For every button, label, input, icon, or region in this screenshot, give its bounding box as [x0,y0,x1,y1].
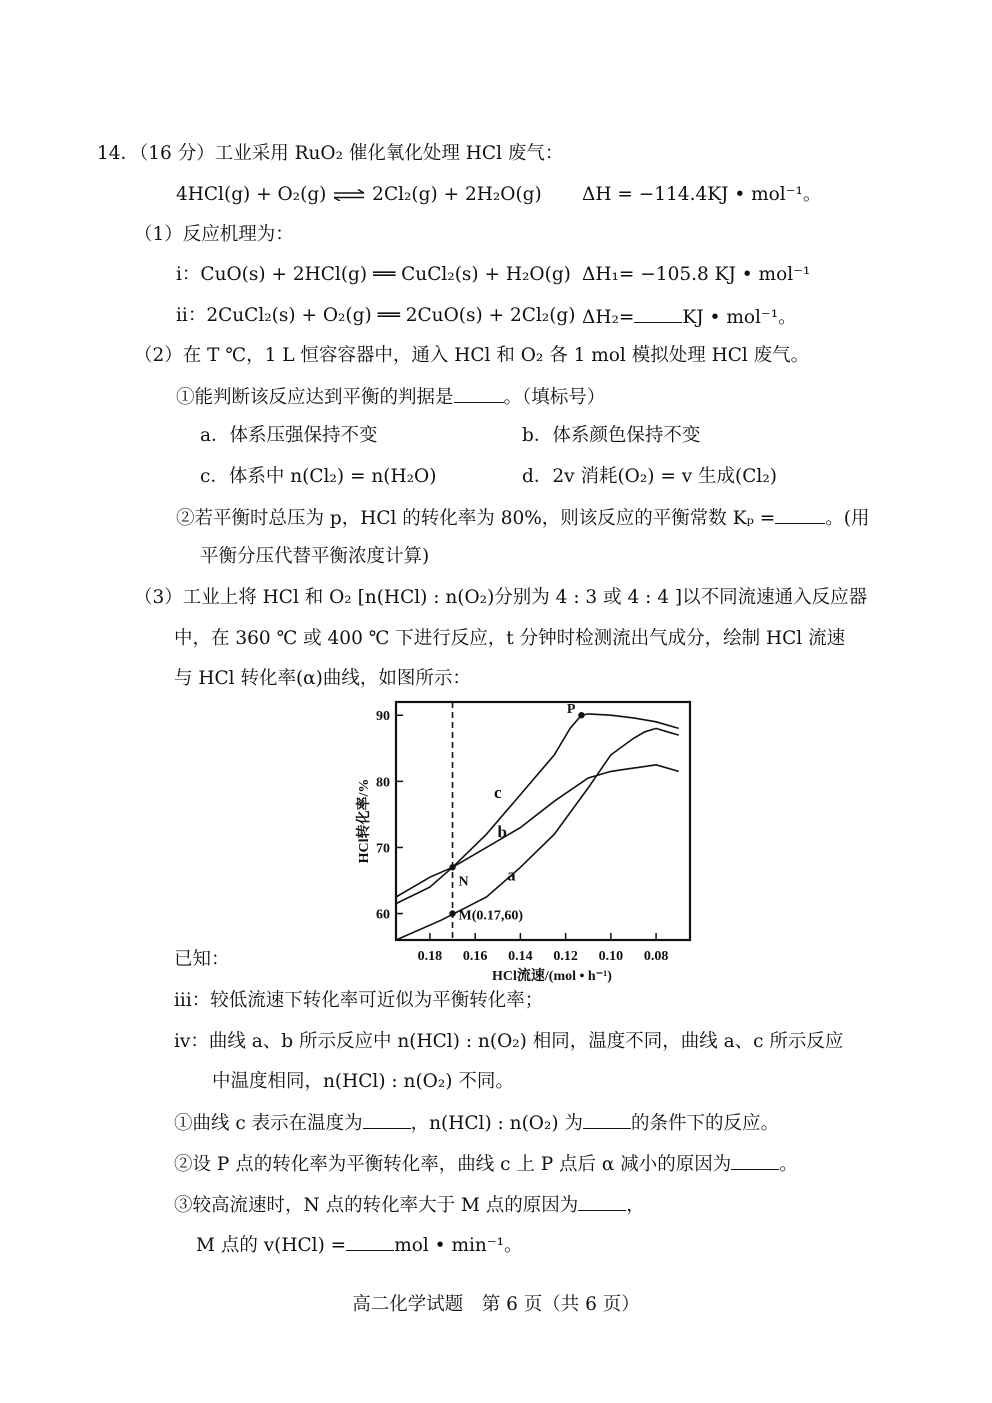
part3-line2: 中，在 360 ℃ 或 400 ℃ 下进行反应，t 分钟时检测流出气成分，绘制 HCl 流速 [174,628,846,649]
part2-q2-suffix: 。(用 [825,508,870,529]
x-tick-label: 0.10 [598,949,624,964]
part3-line3: 与 HCl 转化率(α)曲线，如图所示： [174,668,471,689]
step-i-dh: ΔH₁= −105.8 KJ • mol⁻¹ [582,264,811,285]
point-label: P [566,702,576,718]
x-tick-label: 0.08 [643,949,669,964]
part3-q1-text-a: ①曲线 c 表示在温度为 [174,1113,363,1134]
main-equation [176,183,542,207]
part3-q2-text: ②设 P 点的转化率为平衡转化率，曲线 c 上 P 点后 α 减小的原因为 [174,1154,732,1175]
part3-q2-suffix: 。 [779,1154,798,1175]
part3-q3-text: ③较高流速时，N 点的转化率大于 M 点的原因为 [174,1195,579,1216]
answer-blank-reason-p[interactable] [731,1151,779,1170]
x-tick-label: 0.14 [508,949,533,964]
main-eq-rhs: 2Cl₂(g) + 2H₂O(g) [372,184,542,205]
known-iv-line2: 中温度相同，n(HCl) : n(O₂) 不同。 [212,1071,514,1092]
chart-point [449,910,455,916]
step-ii-dh-label: ΔH₂= [582,307,635,328]
chart-xlabel: HCl流速/(mol • h⁻¹) [492,969,612,984]
part3-q1-text-c: 的条件下的反应。 [631,1113,780,1134]
part3-q1-text-b: ，n(HCl) : n(O₂) 为 [410,1113,583,1134]
answer-blank-kp[interactable] [775,505,825,524]
option-d: d．2v 消耗(O₂) = v 生成(Cl₂) [522,466,777,487]
answer-blank-reason-nm[interactable] [578,1192,626,1211]
chart-point [449,864,455,870]
y-tick-label: 70 [376,841,390,857]
y-tick-label: 90 [376,709,390,725]
part3-q3-suffix: ， [626,1195,645,1216]
option-c: c．体系中 n(Cl₂) = n(H₂O) [200,466,437,487]
chart-ylabel: HCl转化率/% [357,778,372,864]
equilibrium-arrow-icon [332,189,366,201]
chart-plot-frame [396,702,690,940]
x-tick-label: 0.18 [417,949,443,964]
curve-label-c: c [493,782,502,802]
x-tick-label: 0.16 [462,949,488,964]
part2-title: （2）在 T ℃，1 L 恒容容器中，通入 HCl 和 O₂ 各 1 mol 模拟处理 HCl 废气。 [134,345,810,366]
part3-q2 [174,1151,798,1177]
option-a: a．体系压强保持不变 [200,425,378,446]
y-tick-label: 60 [376,907,390,923]
question-header: 14．（16 分）工业采用 RuO₂ 催化氧化处理 HCl 废气： [97,143,564,164]
main-eq-lhs: 4HCl(g) + O₂(g) [176,184,327,205]
x-tick-label: 0.12 [553,949,578,964]
page-footer: 高二化学试题 第 6 页（共 6 页） [352,1294,640,1315]
part3-q4-unit: mol • min⁻¹。 [394,1235,523,1256]
step-ii-dh-unit: KJ • mol⁻¹。 [682,307,797,328]
chart-point [578,712,584,718]
part2-q1 [176,384,605,410]
part2-q2-line2: 平衡分压代替平衡浓度计算) [200,546,430,567]
curve-label-a: a [507,865,516,885]
step-i-equation: i：CuO(s) + 2HCl(g) ══ CuCl₂(s) + H₂O(g) [176,264,571,285]
known-iv-line1: iv：曲线 a、b 所示反应中 n(HCl) : n(O₂) 相同，温度不同，曲线 a、c 所示反应 [174,1031,844,1052]
y-tick-label: 80 [376,775,390,791]
answer-blank-temperature[interactable] [363,1110,411,1129]
answer-blank-dh2[interactable] [634,304,682,323]
part2-q1-suffix: 。（填标号） [503,387,606,408]
curve-c [396,714,679,904]
point-label: N [458,874,469,890]
known-iii: iii：较低流速下转化率可近似为平衡转化率； [174,990,544,1011]
conversion-chart [352,698,697,988]
step-ii-equation: ii：2CuCl₂(s) + O₂(g) ══ 2CuO(s) + 2Cl₂(g) [176,305,576,326]
part2-q1-text: ①能判断该反应达到平衡的判据是 [176,387,454,408]
part1-title: （1）反应机理为： [134,224,294,245]
part3-q3 [174,1192,645,1218]
part3-q4-text: M 点的 v(HCl) = [196,1235,347,1256]
option-b: b．体系颜色保持不变 [522,425,701,446]
answer-blank-ratio[interactable] [583,1110,631,1129]
part3-line1: （3）工业上将 HCl 和 O₂ [n(HCl) : n(O₂)分别为 4 : 3 或 4 : 4 ]以不同流速通入反应器 [134,587,868,608]
step-ii-dh [582,304,797,330]
part2-q2-text: ②若平衡时总压为 p，HCl 的转化率为 80%，则该反应的平衡常数 Kₚ = [176,508,776,529]
answer-blank-rate[interactable] [346,1232,394,1251]
known-label: 已知： [174,949,230,970]
part3-q4 [196,1232,523,1258]
curve-b [396,765,679,897]
part2-q2 [176,505,870,531]
part3-q1 [174,1110,779,1136]
curve-label-b: b [497,822,508,842]
point-label: M(0.17,60) [458,908,524,924]
main-eq-dh: ΔH = −114.4KJ • mol⁻¹。 [582,184,822,205]
curve-a [396,728,679,940]
answer-blank-criterion[interactable] [454,384,504,403]
